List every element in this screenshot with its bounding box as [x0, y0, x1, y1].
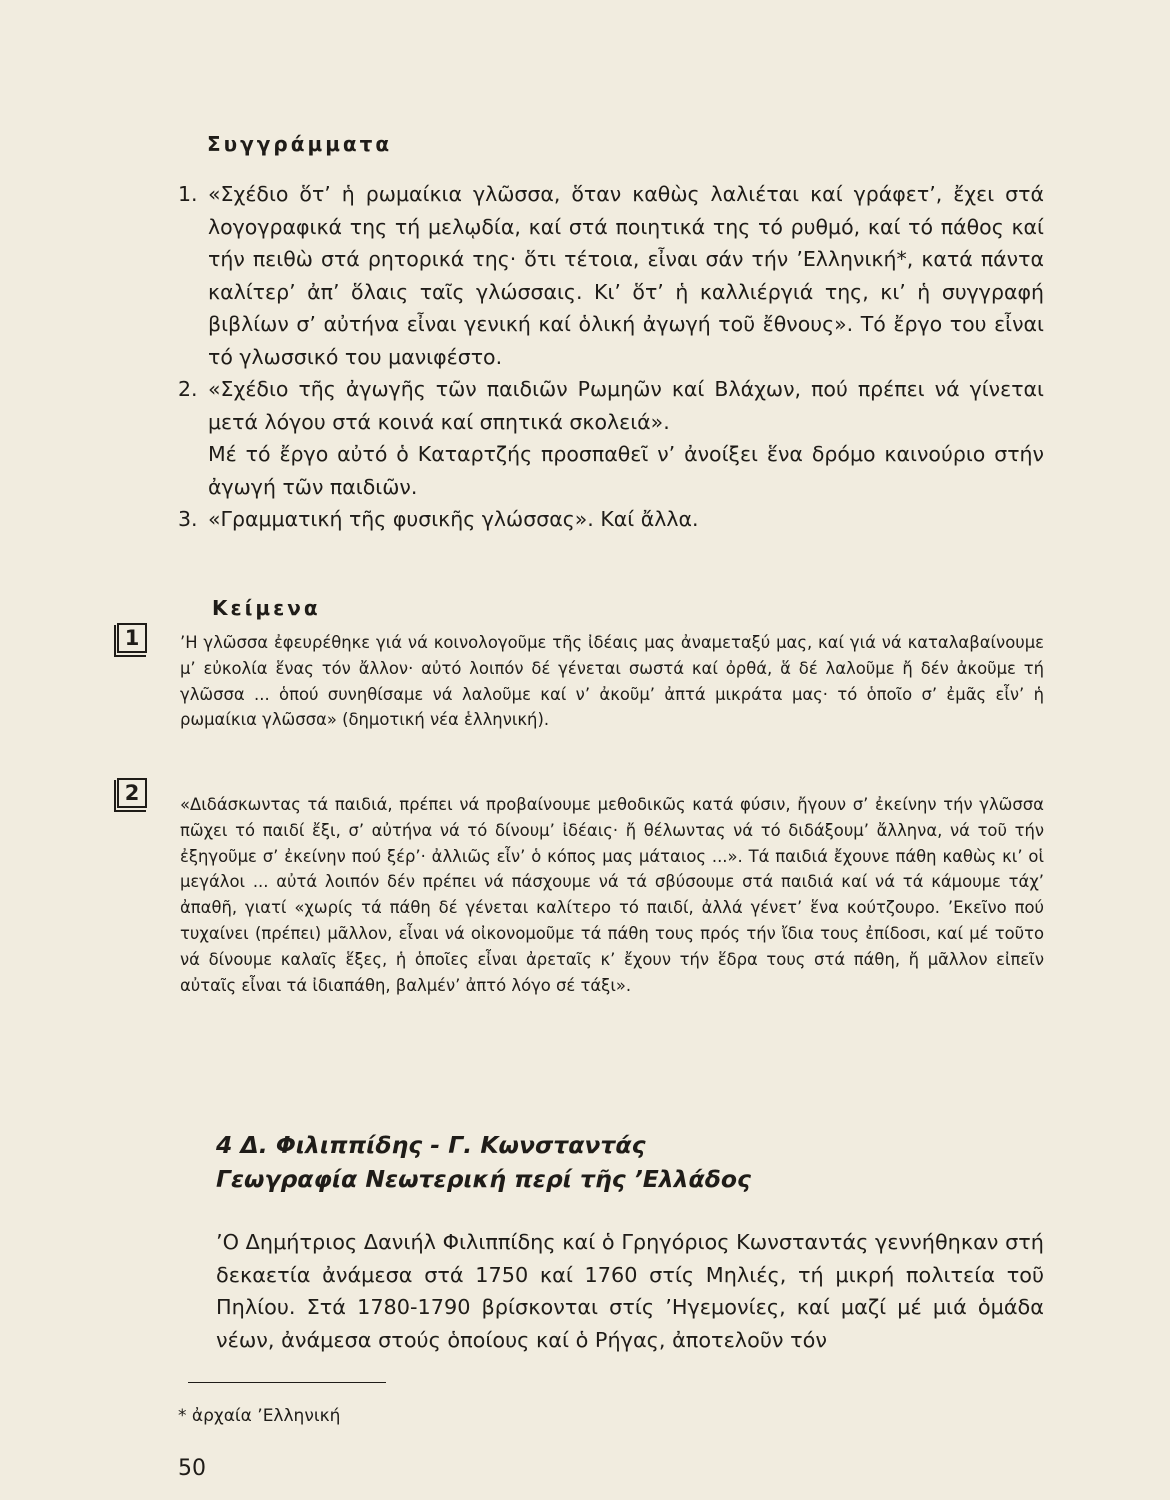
work-item-1	[178, 178, 1044, 373]
text-marker-2: 2	[117, 778, 147, 808]
chapter-title-line-1: 4 Δ. Φιλιππίδης - Γ. Κωνσταντάς	[216, 1131, 646, 1159]
page-number: 50	[178, 1456, 206, 1481]
chapter-title	[216, 1128, 751, 1196]
work-text: Μέ τό ἔργο αὐτό ὁ Καταρτζής προσπαθεῖ ν’ ἀνοίξει ἕνα δρόμο καινούριο στήν ἀγωγή τῶν παιδιῶν.	[208, 442, 1044, 499]
chapter-title-line-2: Γεωγραφία Νεωτερική περί τῆς ’Ελλάδος	[216, 1165, 751, 1193]
quoted-text-1: ’Η γλῶσσα ἐφευρέθηκε γιά νά κοινολογοῦμε τῆς ἰδέαις μας ἀναμεταξύ μας, καί γιά νά καταλαβαίνουμε μ’ εὐκολία ἕνας τόν ἄλλον· αὐτό λοιπόν δέ γένεται σωστά καί ὀρθά, ἅ δέ λαλοῦμε ἤ δέν ἀκοῦμε τή γλῶσσα ... ὁπού συνηθίσαμε νά λαλοῦμε καί ν’ ἀκοῦμ’ ἀπτά μικράτα μας· τό ὁποῖο σ’ ἐμᾶς εἶν’ ἡ ρωμαίκια γλῶσσα» (δημοτική νέα ἑλληνική).	[180, 633, 1044, 730]
work-text: «Γραμματική τῆς φυσικῆς γλώσσας». Καί ἄλλα.	[208, 507, 699, 531]
footnote: * ἀρχαία ’Ελληνική	[178, 1406, 341, 1426]
work-number: 1.	[178, 182, 198, 206]
works-heading: Συγγράμματα	[207, 132, 393, 156]
text-marker-1: 1	[117, 623, 147, 653]
work-number: 2.	[178, 377, 198, 401]
work-text: «Σχέδιο τῆς ἀγωγῆς τῶν παιδιῶν Ρωμηῶν καί Βλάχων, πού πρέπει νά γίνεται μετά λόγου στά κοινά καί σπητικά σκολειά».	[208, 377, 1044, 434]
footnote-divider	[188, 1382, 386, 1383]
work-item-3	[178, 503, 1044, 536]
work-item-2	[178, 373, 1044, 503]
texts-heading: Κείμενα	[212, 596, 321, 620]
work-number: 3.	[178, 507, 198, 531]
works-list	[178, 178, 1044, 536]
chapter-intro-paragraph: ’Ο Δημήτριος Δανιήλ Φιλιππίδης καί ὁ Γρηγόριος Κωνσταντάς γεννήθηκαν στή δεκαετία ἀνάμεσα στά 1750 καί 1760 στίς Μηλιές, τή μικρή πολιτεία τοῦ Πηλίου. Στά 1780-1790 βρίσκονται στίς ’Ηγεμονίες, καί μαζί μέ μιά ὁμάδα νέων, ἀνάμεσα στούς ὁποίους καί ὁ Ρήγας, ἀποτελοῦν τόν	[216, 1230, 1044, 1352]
work-text: «Σχέδιο ὅτ’ ἡ ρωμαίκια γλῶσσα, ὅταν καθὼς λαλιέται καί γράφετ’, ἔχει στά λογογραφικά της τή μελῳδία, καί στά ποιητικά της τό ρυθμό, καί τό πάθος καί τήν πειθὼ στά ρητορικά της· ὅτι τέτοια, εἶναι σάν τήν ’Ελληνική*, κατά πάντα καλίτερ’ ἀπ’ ὅλαις ταῖς γλώσσαις. Κι’ ὅτ’ ἡ καλλιέργιά της, κι’ ἡ συγγραφή βιβλίων σ’ αὐτήνα εἶναι γενική καί ὁλική ἀγωγή τοῦ ἔθνους». Τό ἔργο του εἶναι τό γλωσσικό του μανιφέστο.	[208, 182, 1044, 369]
quoted-text-2: «Διδάσκωντας τά παιδιά, πρέπει νά προβαίνουμε μεθοδικῶς κατά φύσιν, ἤγουν σ’ ἐκείνην τήν γλῶσσα πῶχει τό παιδί ἔξι, σ’ αὐτήνα νά τό δίνουμ’ ἰδέαις· ἤ θέλωντας νά τό διδάξουμ’ ἄλληνα, νά τοῦ τήν ἐξηγοῦμε σ’ ἐκείνην πού ξέρ’· ἀλλιῶς εἶν’ ὁ κόπος μας μάταιος ...». Τά παιδιά ἔχουνε πάθη καθὼς κι’ οἱ μεγάλοι ... αὐτά λοιπόν δέν πρέπει νά πάσχουμε νά τά σβύσουμε στά παιδιά καί νά τά κάμουμε τάχ’ ἀπαθῆ, γιατί «χωρίς τά πάθη δέ γένεται καλίτερο τό παιδί, ἀλλά γένετ’ ἕνα κούτζουρο. ’Εκεῖνο πού τυχαίνει (πρέπει) μᾶλλον, εἶναι νά οἰκονομοῦμε τά πάθη τους πρός τήν ἴδια τους ἐπίδοσι, καί μέ τοῦτο νά δίνουμε καλαῖς ἕξες, ἡ ὁποῖες εἶναι ἀρεταῖς κ’ ἔχουν τήν ἕδρα τους στά πάθη, ἤ μᾶλλον εἰπεῖν αὐταῖς εἶναι τά ἰδιαπάθη, βαλμέν’ ἀπτό λόγο σέ τάξι».	[180, 795, 1044, 995]
